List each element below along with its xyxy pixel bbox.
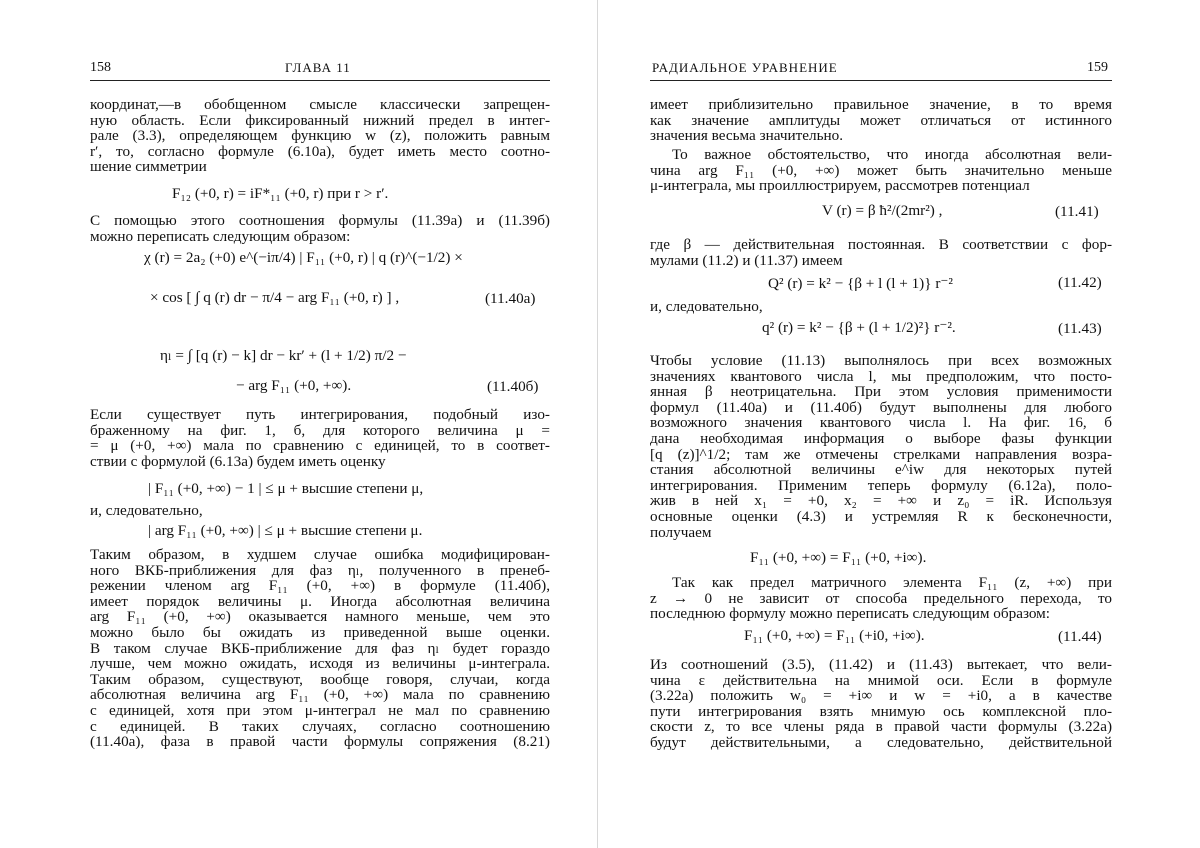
text-line: В таком случае ВКБ-приближение для фаз ηₗ будет гораздо bbox=[90, 639, 550, 657]
text-line: стания абсолютной величины e^iw для некоторых путей bbox=[650, 461, 1112, 479]
equation-11-40a-line2: × cos [ ∫ q (r) dr − π/4 − arg F₁₁ (+0, r) ] , bbox=[150, 289, 400, 306]
text-line: координат,—в обобщенном смысле классически запрещен- bbox=[90, 96, 550, 113]
text-line: и, следовательно, bbox=[650, 298, 763, 315]
text-line: [q (z)]^1/2; там же отмечены стрелками направления возра- bbox=[650, 445, 1112, 463]
page-number: 158 bbox=[90, 60, 111, 75]
text-line: μ-интеграла, мы проиллюстрируем, рассмотрев потенциал bbox=[650, 177, 1030, 195]
text-line: имеет порядок величины μ. Иногда абсолютная величина bbox=[90, 592, 550, 610]
text-line: Таким образом, существуют, вообще говоря, случаи, когда bbox=[90, 670, 550, 688]
text-line: и, следовательно, bbox=[90, 502, 203, 519]
text-line: где β — действительная постоянная. В соответствии с фор- bbox=[650, 236, 1112, 253]
paragraph-4 bbox=[90, 503, 550, 519]
text-line: пути интегрирования взять мнимую ось комплексной пло- bbox=[650, 702, 1112, 720]
text-line: значениях квантового числа l, мы предположим, что посто- bbox=[650, 367, 1112, 385]
equation-11-42: Q² (r) = k² − {β + l (l + 1)} r⁻² bbox=[768, 275, 953, 292]
text-line: С помощью этого соотношения формулы (11.39а) и (11.39б) bbox=[90, 212, 550, 229]
text-line: браженному на фиг. 1, б, для которого величина μ = bbox=[90, 421, 550, 439]
text-line: ствии с формулой (6.13а) будем иметь оценку bbox=[90, 452, 386, 470]
text-line: янная β неотрицательна. При этом условия применимости bbox=[650, 383, 1112, 401]
paragraph-1 bbox=[90, 97, 550, 175]
equation-estimate-2: | arg F₁₁ (+0, +∞) | ≤ μ + высшие степени μ. bbox=[148, 522, 423, 539]
header-rule bbox=[650, 80, 1112, 81]
equation-number-11-40a: (11.40а) bbox=[485, 290, 536, 307]
text-line: формул (11.40а) и (11.40б) будут выполнены для любого bbox=[650, 398, 1112, 416]
paragraph-5 bbox=[650, 353, 1112, 540]
text-line: получаем bbox=[650, 523, 712, 541]
text-line: будут действительными, а следовательно, действительной bbox=[650, 733, 1112, 751]
text-line: с единицей, хотя при этом μ-интеграл не мал по сравнению bbox=[90, 701, 550, 719]
text-line: Если существует путь интегрирования, подобный изо- bbox=[90, 406, 550, 423]
text-line: интегрирования. Применим теперь формулу (6.12а), поло- bbox=[650, 476, 1112, 494]
text-line: (3.22а) положить w₀ = +i∞ и w = +i0, а в качестве bbox=[650, 687, 1112, 705]
text-line: как значение амплитуды может отличаться от истинного bbox=[650, 111, 1112, 129]
running-head: ГЛАВА 11 bbox=[285, 60, 351, 75]
page-number: 159 bbox=[1087, 60, 1108, 75]
text-line: мулами (11.2) и (11.37) имеем bbox=[650, 251, 843, 269]
text-line: основные оценки (4.3) и устремляя R к бесконечности, bbox=[650, 507, 1112, 525]
equation-number-11-40b: (11.40б) bbox=[487, 378, 539, 395]
equation-11-40a-line1: χ (r) = 2a₂ (+0) e^(−iπ/4) | F₁₁ (+0, r) | q (r)^(−1/2) × bbox=[144, 249, 463, 266]
text-line: r′, то, согласно формуле (6.10а), будет иметь место соотно- bbox=[90, 142, 550, 160]
equation-11-40b-line1: ηₗ = ∫ [q (r) − k] dr − kr′ + (l + 1/2) π/2 − bbox=[160, 347, 407, 364]
text-line: можно переписать следующим образом: bbox=[90, 227, 351, 245]
header-rule bbox=[90, 80, 550, 81]
text-line: имеет приблизительно правильное значение, в то время bbox=[650, 96, 1112, 113]
equation-estimate-1: | F₁₁ (+0, +∞) − 1 | ≤ μ + высшие степени μ, bbox=[148, 480, 424, 497]
paragraph-5 bbox=[90, 547, 550, 750]
paragraph-7 bbox=[650, 657, 1112, 751]
text-line: значения весьма значительно. bbox=[650, 127, 844, 145]
text-line: рале (3.3), определяющем функцию w (z), положить равным bbox=[90, 127, 550, 145]
text-line: arg F₁₁ (+0, +∞) оказывается намного меньше, чем это bbox=[90, 608, 550, 626]
equation-number-11-43: (11.43) bbox=[1058, 320, 1102, 337]
text-line: скости z, то все члены ряда в правой части формулы (3.22а) bbox=[650, 718, 1112, 736]
equation-limit: F₁₁ (+0, +∞) = F₁₁ (+0, +i∞). bbox=[750, 549, 927, 566]
right-page bbox=[600, 0, 1200, 848]
equation-11-44: F₁₁ (+0, +∞) = F₁₁ (+i0, +i∞). bbox=[744, 627, 925, 644]
equation-number-11-42: (11.42) bbox=[1058, 274, 1102, 291]
text-line: абсолютная величина arg F₁₁ (+0, +∞) мала по сравнению bbox=[90, 686, 550, 704]
paragraph-6 bbox=[650, 575, 1112, 622]
paragraph-3 bbox=[90, 407, 550, 469]
text-line: z → 0 не зависит от способа предельного перехода, то bbox=[650, 589, 1112, 607]
text-line: последнюю формулу можно переписать следующим образом: bbox=[650, 605, 1050, 623]
text-line: чина ε действительна на мнимой оси. Если в формуле bbox=[650, 671, 1112, 689]
text-line: Чтобы условие (11.13) выполнялось при всех возможных bbox=[650, 352, 1112, 369]
text-line: То важное обстоятельство, что иногда абсолютная вели- bbox=[672, 146, 1112, 163]
paragraph-2 bbox=[90, 213, 550, 244]
text-line: возможного значения квантового числа l. На фиг. 16, б bbox=[650, 414, 1112, 432]
equation-symmetry: F₁₂ (+0, r) = iF*₁₁ (+0, r) при r > r′. bbox=[172, 185, 389, 202]
running-head: РАДИАЛЬНОЕ УРАВНЕНИЕ bbox=[652, 60, 838, 75]
paragraph-1 bbox=[650, 97, 1112, 144]
text-line: шение симметрии bbox=[90, 158, 207, 176]
text-line: режении членом arg F₁₁ (+0, +∞) в формуле (11.40б), bbox=[90, 577, 550, 595]
text-line: можно было бы ожидать из приведенной выше оценки. bbox=[90, 623, 550, 641]
equation-11-43: q² (r) = k² − {β + (l + 1/2)²} r⁻². bbox=[762, 319, 956, 336]
text-line: дана необходимая информация о выборе фазы функции bbox=[650, 429, 1112, 447]
text-line: лучше, чем можно ожидать, исходя из величины μ-интеграла. bbox=[90, 655, 550, 673]
text-line: (11.40а), фаза в правой части формулы сопряжения (8.21) bbox=[90, 733, 550, 751]
equation-number-11-41: (11.41) bbox=[1055, 203, 1099, 220]
text-line: = μ (+0, +∞) мала по сравнению с единицей, то в соответ- bbox=[90, 437, 550, 455]
text-line: Так как предел матричного элемента F₁₁ (z, +∞) при bbox=[672, 574, 1112, 591]
text-line: чина arg F₁₁ (+0, +∞) может быть значительно меньше bbox=[650, 161, 1112, 179]
equation-11-41: V (r) = β ħ²/(2mr²) , bbox=[822, 202, 943, 219]
text-line: ную область. Если фиксированный нижний предел в интег- bbox=[90, 111, 550, 129]
paragraph-3 bbox=[650, 237, 1112, 268]
text-line: Таким образом, в худшем случае ошибка модифицирован- bbox=[90, 546, 550, 563]
equation-number-11-44: (11.44) bbox=[1058, 628, 1102, 645]
text-line: жив в ней x₁ = +0, x₂ = +∞ и z₀ = iR. Используя bbox=[650, 492, 1112, 510]
paragraph-2 bbox=[650, 147, 1112, 194]
equation-11-40b-line2: − arg F₁₁ (+0, +∞). bbox=[236, 377, 352, 394]
text-line: с единицей. В таких случаях, согласно соотношению bbox=[90, 717, 550, 735]
text-line: ного ВКБ-приближения для фаз ηₗ, полученного в пренеб- bbox=[90, 561, 550, 579]
text-line: Из соотношений (3.5), (11.42) и (11.43) вытекает, что вели- bbox=[650, 656, 1112, 673]
paragraph-4 bbox=[650, 299, 1112, 315]
